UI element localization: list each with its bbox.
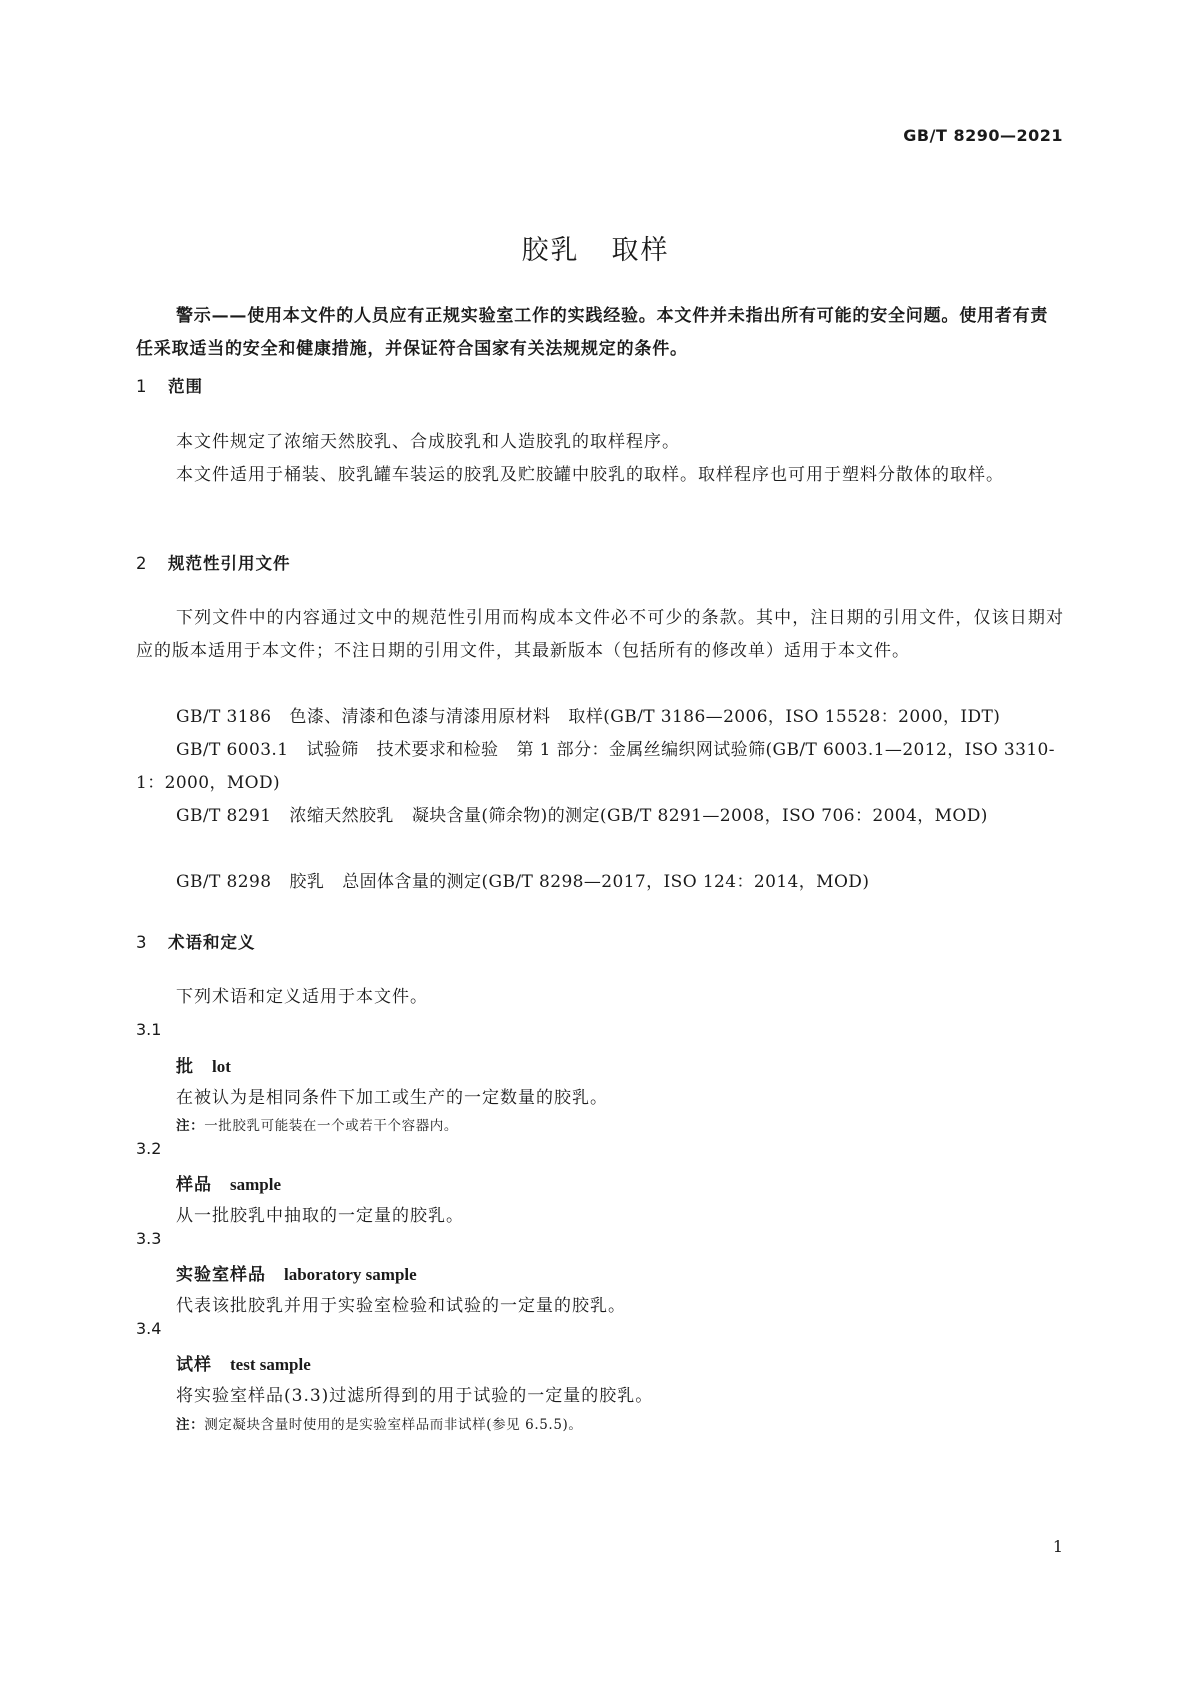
term-heading [176,1350,311,1375]
reference-item [136,734,1064,800]
term-english: laboratory sample [284,1265,417,1284]
reference-title: 试验筛 [306,740,359,760]
term-note [176,1413,582,1433]
title-part-1: 胶乳 [521,235,580,266]
section-title: 术语和定义 [168,933,256,952]
scope-paragraph-1: 本文件规定了浓缩天然胶乳、合成胶乳和人造胶乳的取样程序。 [176,432,680,452]
term-heading [176,1052,231,1077]
term-chinese: 实验室样品 [176,1265,266,1285]
section-number: 3 [136,933,148,952]
term-definition: 在被认为是相同条件下加工或生产的一定数量的胶乳。 [176,1088,608,1108]
reference-item [136,866,1064,899]
term-note [176,1114,458,1134]
section-1-heading [136,373,203,397]
term-definition: 从一批胶乳中抽取的一定量的胶乳。 [176,1206,464,1226]
note-label: 注： [176,1118,205,1134]
term-chinese: 试样 [176,1355,212,1375]
standard-number: GB/T 8290—2021 [903,126,1063,145]
reference-detail: (GB/T 3186—2006，ISO 15528：2000，IDT) [603,707,1001,727]
reference-code: GB/T 8298 [176,872,272,892]
note-text: 测定凝块含量时使用的是实验室样品而非试样(参见 6.5.5)。 [204,1417,583,1433]
term-english: lot [212,1057,231,1076]
warning-paragraph: 警示——使用本文件的人员应有正规实验室工作的实践经验。本文件并未指出所有可能的安全问题。使用者有责任采取适当的安全和健康措施，并保证符合国家有关法规规定的条件。 [136,306,1049,359]
reference-detail: (GB/T 8291—2008，ISO 706：2004，MOD) [599,806,988,826]
reference-detail: (GB/T 8298—2017，ISO 124：2014，MOD) [481,872,870,892]
reference-subtitle: 总固体含量的测定 [342,872,482,892]
reference-title: 色漆、清漆和色漆与清漆用原材料 [289,707,551,727]
term-heading [176,1170,281,1195]
term-english: test sample [230,1355,311,1374]
note-text: 一批胶乳可能装在一个或若干个容器内。 [204,1118,459,1134]
reference-subtitle: 凝块含量(筛余物)的测定 [411,806,600,826]
reference-item [136,800,1064,833]
term-definition: 将实验室样品(3.3)过滤所得到的用于试验的一定量的胶乳。 [176,1386,654,1406]
reference-code: GB/T 8291 [176,806,272,826]
term-definition: 代表该批胶乳并用于实验室检验和试验的一定量的胶乳。 [176,1296,626,1316]
term-number: 3.3 [136,1229,162,1248]
term-chinese: 批 [176,1057,194,1077]
terms-intro: 下列术语和定义适用于本文件。 [176,987,428,1007]
term-heading [176,1260,417,1285]
section-title: 范围 [168,377,203,396]
reference-item [136,701,1064,734]
reference-subtitle: 技术要求和检验 [376,740,499,760]
reference-code: GB/T 6003.1 [176,740,289,760]
reference-title: 胶乳 [289,872,325,892]
section-number: 2 [136,554,148,573]
section-3-heading [136,929,256,953]
reference-title: 浓缩天然胶乳 [289,806,394,826]
scope-paragraph-2: 本文件适用于桶装、胶乳罐车装运的胶乳及贮胶罐中胶乳的取样。取样程序也可用于塑料分散体的取样。 [176,465,1004,485]
term-number: 3.2 [136,1139,162,1158]
section-number: 1 [136,377,148,396]
reference-detail: 第 1 部分：金属丝编织网试验筛(GB/T 6003.1—2012，ISO 3310-1：2000，MOD) [136,740,1055,793]
page-number: 1 [1052,1537,1063,1556]
section-2-heading [136,550,291,574]
note-label: 注： [176,1417,205,1433]
term-number: 3.1 [136,1020,162,1039]
references-intro: 下列文件中的内容通过文中的规范性引用而构成本文件必不可少的条款。其中，注日期的引用文件，仅该日期对应的版本适用于本文件；不注日期的引用文件，其最新版本（包括所有的修改单）适用于本文件。 [136,608,1064,661]
reference-code: GB/T 3186 [176,707,272,727]
term-number: 3.4 [136,1319,162,1338]
term-chinese: 样品 [176,1175,212,1195]
reference-subtitle: 取样 [568,707,604,727]
section-title: 规范性引用文件 [168,554,291,573]
document-title [0,228,1191,267]
title-part-2: 取样 [611,235,670,266]
term-english: sample [230,1175,281,1194]
